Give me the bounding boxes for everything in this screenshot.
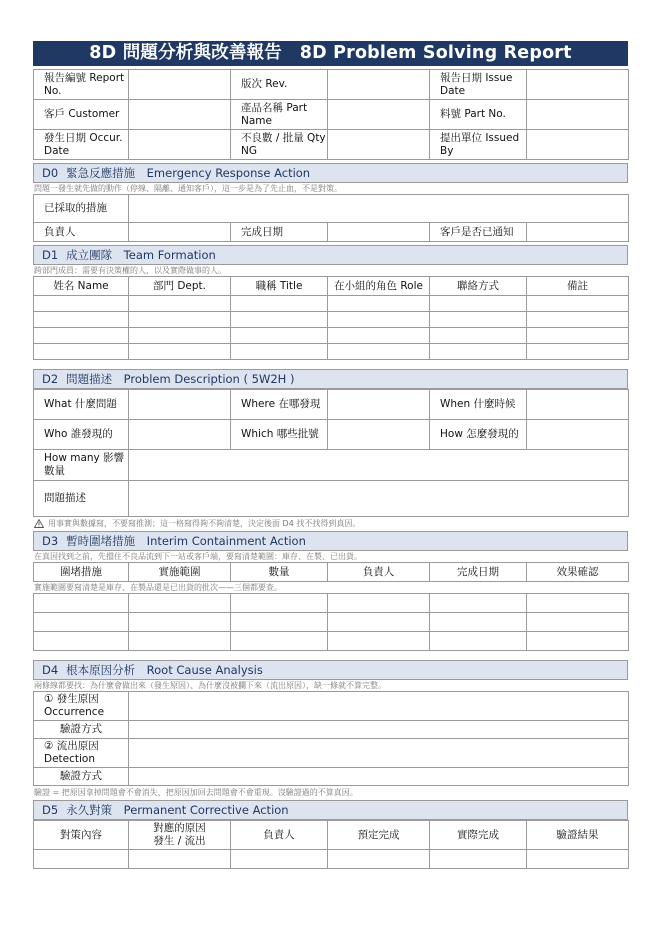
customer-notified-field[interactable] (527, 223, 629, 242)
verify-occurrence-label: 驗證方式 (34, 721, 129, 739)
table-cell[interactable] (527, 632, 629, 651)
section-code: D1 (42, 248, 59, 262)
table-cell[interactable] (430, 312, 527, 328)
how-many-field[interactable] (129, 450, 629, 481)
col-header: 在小組的角色 Role (328, 277, 430, 296)
table-cell[interactable] (328, 296, 430, 312)
table-cell[interactable] (231, 328, 328, 344)
col-header: 驗證結果 (527, 821, 629, 850)
detection-field[interactable] (129, 739, 629, 768)
who-field[interactable] (129, 420, 231, 450)
where-label: Where 在哪發現 (231, 390, 328, 420)
how-field[interactable] (527, 420, 629, 450)
verify-detection-field[interactable] (129, 768, 629, 786)
table-cell[interactable] (527, 312, 629, 328)
d3-header-table (33, 562, 629, 582)
report-page (33, 41, 628, 869)
part-no-field[interactable] (527, 100, 629, 130)
what-label: What 什麼問題 (34, 390, 129, 420)
table-cell[interactable] (328, 328, 430, 344)
d4-note-2: 驗證 = 把原因拿掉問題會不會消失，把原因加回去問題會不會重現。沒驗證過的不算真因。 (34, 788, 358, 797)
table-cell[interactable] (129, 613, 231, 632)
section-d3-header (33, 531, 628, 551)
table-cell[interactable] (430, 296, 527, 312)
table-cell[interactable] (34, 594, 129, 613)
table-cell[interactable] (430, 632, 527, 651)
table-cell[interactable] (129, 344, 231, 360)
which-field[interactable] (328, 420, 430, 450)
verify-detection-label: 驗證方式 (34, 768, 129, 786)
report-no-label: 報告編號 Report No. (34, 70, 129, 100)
table-cell[interactable] (430, 594, 527, 613)
section-title: 永久對策 Permanent Corrective Action (66, 803, 289, 817)
d2-table (33, 389, 629, 517)
d1-team-table (33, 276, 629, 360)
section-title: 暫時圍堵措施 Interim Containment Action (66, 534, 306, 548)
col-header: 部門 Dept. (129, 277, 231, 296)
section-d0-header (33, 163, 628, 183)
col-header: 備註 (527, 277, 629, 296)
table-cell[interactable] (129, 632, 231, 651)
occur-date-field[interactable] (129, 130, 231, 160)
description-label: 問題描述 (34, 481, 129, 517)
actions-taken-field[interactable] (129, 195, 629, 223)
qty-ng-label: 不良數 / 批量 Qty NG (231, 130, 328, 160)
table-row (34, 594, 629, 613)
table-row (34, 850, 629, 869)
table-cell[interactable] (328, 613, 430, 632)
table-row (34, 613, 629, 632)
section-title: 成立團隊 Team Formation (66, 248, 216, 262)
table-cell[interactable] (34, 632, 129, 651)
table-cell[interactable] (430, 328, 527, 344)
where-field[interactable] (328, 390, 430, 420)
detection-label: ② 流出原因 Detection (34, 739, 129, 768)
d3-note-2: 實施範圍要寫清楚是庫存、在製品還是已出貨的批次——三個都要查。 (34, 583, 282, 592)
what-field[interactable] (129, 390, 231, 420)
table-cell[interactable] (231, 632, 328, 651)
table-cell[interactable] (34, 296, 129, 312)
table-cell[interactable] (430, 850, 527, 869)
table-cell[interactable] (527, 594, 629, 613)
col-header: 預定完成 (328, 821, 430, 850)
verify-occurrence-field[interactable] (129, 721, 629, 739)
col-header: 對策內容 (34, 821, 129, 850)
col-header: 職稱 Title (231, 277, 328, 296)
table-cell[interactable] (129, 328, 231, 344)
col-header: 實際完成 (430, 821, 527, 850)
section-code: D5 (42, 803, 59, 817)
table-cell[interactable] (231, 850, 328, 869)
d5-table (33, 820, 629, 869)
table-cell[interactable] (430, 613, 527, 632)
issue-date-field[interactable] (527, 70, 629, 100)
table-cell[interactable] (328, 344, 430, 360)
who-label: Who 誰發現的 (34, 420, 129, 450)
table-row (34, 328, 629, 344)
occurrence-label: ① 發生原因 Occurrence (34, 692, 129, 721)
report-header-table (33, 69, 629, 160)
report-no-field[interactable] (129, 70, 231, 100)
section-d4-header (33, 660, 628, 680)
section-d2-header (33, 369, 628, 389)
how-many-label: How many 影響數量 (34, 450, 129, 481)
table-cell[interactable] (231, 312, 328, 328)
d2-warning (33, 517, 628, 530)
table-cell[interactable] (527, 328, 629, 344)
col-header: 姓名 Name (34, 277, 129, 296)
table-cell[interactable] (129, 850, 231, 869)
section-code: D4 (42, 663, 59, 677)
rev-field[interactable] (328, 70, 430, 100)
description-field[interactable] (129, 481, 629, 517)
table-cell[interactable] (231, 344, 328, 360)
table-cell[interactable] (129, 594, 231, 613)
table-cell[interactable] (328, 312, 430, 328)
table-cell[interactable] (527, 613, 629, 632)
table-row (34, 296, 629, 312)
table-cell[interactable] (34, 328, 129, 344)
issue-date-label: 報告日期 Issue Date (430, 70, 527, 100)
d3-table (33, 593, 629, 651)
done-date-label: 完成日期 (231, 223, 328, 242)
table-row (34, 312, 629, 328)
table-row (34, 344, 629, 360)
table-cell[interactable] (527, 296, 629, 312)
d1-note: 跨部門成員：需要有決策權的人，以及實際做事的人。 (34, 266, 226, 275)
table-cell[interactable] (34, 613, 129, 632)
qty-ng-field[interactable] (328, 130, 430, 160)
occurrence-field[interactable] (129, 692, 629, 721)
section-d1-header (33, 245, 628, 265)
table-cell[interactable] (328, 594, 430, 613)
section-title: 緊急反應措施 Emergency Response Action (66, 166, 311, 180)
when-field[interactable] (527, 390, 629, 420)
rev-label: 版次 Rev. (231, 70, 328, 100)
table-cell[interactable] (328, 632, 430, 651)
d0-note: 問題一發生就先做的動作（停線、隔離、通知客戶），這一步是為了先止血，不是對策。 (34, 184, 342, 193)
when-label: When 什麼時候 (430, 390, 527, 420)
col-header: 負責人 (231, 821, 328, 850)
customer-notified-label: 客戶是否已通知 (430, 223, 527, 242)
d3-note: 在真因找到之前，先擋住不良品流到下一站或客戶端，要寫清楚範圍：庫存、在製、已出貨。 (34, 552, 362, 561)
section-title: 根本原因分析 Root Cause Analysis (66, 663, 263, 677)
d4-note: 兩條線都要找：為什麼會做出來（發生原因）、為什麼沒被攔下來（流出原因），缺一條就不算完整。 (34, 681, 386, 690)
d0-table (33, 194, 629, 242)
report-title: 8D 問題分析與改善報告 8D Problem Solving Report (33, 41, 628, 66)
done-date-field[interactable] (328, 223, 430, 242)
table-cell[interactable] (34, 312, 129, 328)
col-header: 對應的原因 發生 / 流出 (129, 821, 231, 850)
col-header: 圍堵措施 (34, 563, 129, 582)
actions-taken-label: 已採取的措施 (34, 195, 129, 223)
section-code: D0 (42, 166, 59, 180)
table-cell[interactable] (129, 312, 231, 328)
warning-triangle-icon (34, 519, 44, 528)
occur-date-label: 發生日期 Occur. Date (34, 130, 129, 160)
col-header: 聯絡方式 (430, 277, 527, 296)
which-label: Which 哪些批號 (231, 420, 328, 450)
warning-text: 用事實與數據寫，不要寫推測；這一格寫得夠不夠清楚，決定後面 D4 找不找得到真因。 (48, 519, 361, 528)
table-cell[interactable] (34, 344, 129, 360)
issued-by-field[interactable] (527, 130, 629, 160)
col-header: 負責人 (328, 563, 430, 582)
section-code: D2 (42, 372, 59, 386)
table-cell[interactable] (328, 850, 430, 869)
owner-label: 負責人 (34, 223, 129, 242)
part-name-field[interactable] (328, 100, 430, 130)
col-header: 效果確認 (527, 563, 629, 582)
table-cell[interactable] (527, 850, 629, 869)
table-cell[interactable] (231, 613, 328, 632)
table-cell[interactable] (430, 344, 527, 360)
customer-label: 客戶 Customer (34, 100, 129, 130)
section-code: D3 (42, 534, 59, 548)
table-cell[interactable] (527, 344, 629, 360)
how-label: How 怎麼發現的 (430, 420, 527, 450)
table-cell[interactable] (34, 850, 129, 869)
issued-by-label: 提出單位 Issued By (430, 130, 527, 160)
customer-field[interactable] (129, 100, 231, 130)
col-header: 實施範圍 (129, 563, 231, 582)
section-d5-header (33, 800, 628, 820)
col-header: 完成日期 (430, 563, 527, 582)
part-no-label: 料號 Part No. (430, 100, 527, 130)
table-cell[interactable] (231, 296, 328, 312)
section-title: 問題描述 Problem Description ( 5W2H ) (66, 372, 295, 386)
table-cell[interactable] (231, 594, 328, 613)
col-header: 數量 (231, 563, 328, 582)
table-row (34, 632, 629, 651)
part-name-label: 產品名稱 Part Name (231, 100, 328, 130)
table-cell[interactable] (129, 296, 231, 312)
owner-field[interactable] (129, 223, 231, 242)
d4-table (33, 691, 629, 786)
